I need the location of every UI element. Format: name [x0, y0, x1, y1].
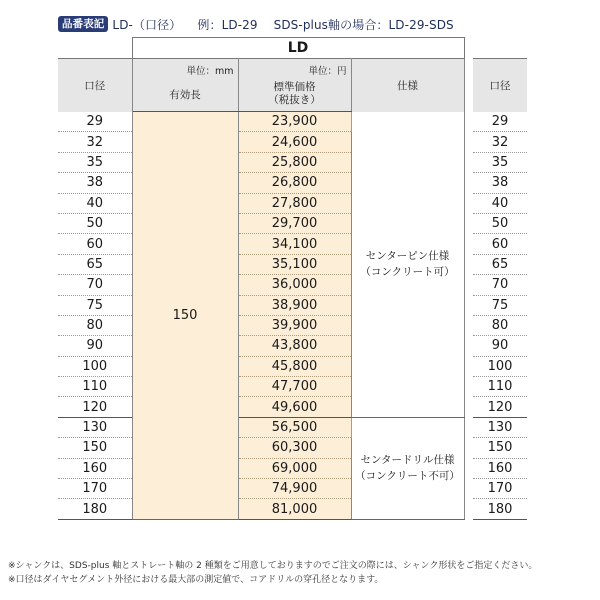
diameter-cell: 80: [58, 315, 132, 335]
diameter-cell-right: 180: [473, 499, 527, 519]
diameter-cell-right: 120: [473, 397, 527, 417]
spec-center-pin: センターピン仕様 （コンクリート可）: [351, 112, 464, 418]
unit-mm: 単位：mm: [132, 59, 238, 78]
header-spec: 仕様: [351, 59, 464, 112]
diameter-cell: 70: [58, 275, 132, 295]
table-row: [58, 417, 527, 437]
group-title-ld: LD: [132, 38, 464, 59]
unit-yen: 単位：円: [238, 59, 351, 78]
header-diameter-right: 口径: [473, 59, 527, 112]
price-cell: 29,700: [238, 213, 351, 233]
diameter-cell: 160: [58, 458, 132, 478]
diameter-cell: 180: [58, 499, 132, 519]
sds-code-example: SDS-plus軸の場合：LD-29-SDS: [273, 17, 454, 32]
price-cell: 26,800: [238, 173, 351, 193]
footnote-shank: ※シャンクは、SDS-plus 軸とストレート軸の 2 種類をご用意しておりますのでご注文の際には、シャンク形状をご指定ください。: [8, 561, 538, 571]
price-cell: 45,800: [238, 356, 351, 376]
price-cell: 74,900: [238, 479, 351, 499]
footnote-diameter: ※口径はダイヤセグメント外径における最大部の測定値で、コアドリルの穿孔径となります。: [8, 575, 384, 585]
diameter-cell-right: 29: [473, 112, 527, 132]
diameter-cell-right: 90: [473, 336, 527, 356]
diameter-cell: 150: [58, 438, 132, 458]
price-cell: 47,700: [238, 377, 351, 397]
diameter-cell-right: 160: [473, 458, 527, 478]
price-cell: 36,000: [238, 275, 351, 295]
price-cell: 23,900: [238, 112, 351, 132]
diameter-cell: 40: [58, 193, 132, 213]
price-cell: 60,300: [238, 438, 351, 458]
diameter-cell-right: 50: [473, 213, 527, 233]
diameter-cell-right: 130: [473, 417, 527, 437]
diameter-cell-right: 80: [473, 315, 527, 335]
diameter-cell: 35: [58, 152, 132, 172]
diameter-cell: 65: [58, 254, 132, 274]
diameter-cell-right: 65: [473, 254, 527, 274]
diameter-cell-right: 150: [473, 438, 527, 458]
diameter-cell: 75: [58, 295, 132, 315]
part-number-notation: [58, 16, 454, 32]
price-cell: 56,500: [238, 417, 351, 437]
header-standard-price: 標準価格 （税抜き）: [238, 78, 351, 112]
price-cell: 27,800: [238, 193, 351, 213]
price-cell: 69,000: [238, 458, 351, 478]
diameter-cell-right: 100: [473, 356, 527, 376]
diameter-cell-right: 75: [473, 295, 527, 315]
header-effective-length: 有効長: [132, 78, 238, 112]
diameter-cell-right: 32: [473, 132, 527, 152]
price-cell: 81,000: [238, 499, 351, 519]
diameter-cell: 60: [58, 234, 132, 254]
spec-center-drill: センタードリル仕様 （コンクリート不可）: [351, 417, 464, 519]
header-diameter: 口径: [58, 59, 132, 112]
diameter-cell-right: 170: [473, 479, 527, 499]
diameter-cell: 130: [58, 417, 132, 437]
price-cell: 35,100: [238, 254, 351, 274]
part-code-format: LD-（口径）: [112, 17, 182, 32]
diameter-cell: 38: [58, 173, 132, 193]
diameter-cell: 50: [58, 213, 132, 233]
diameter-cell-right: 35: [473, 152, 527, 172]
diameter-cell-right: 40: [473, 193, 527, 213]
price-table: [58, 37, 527, 520]
diameter-cell: 100: [58, 356, 132, 376]
diameter-cell-right: 60: [473, 234, 527, 254]
diameter-cell: 29: [58, 112, 132, 132]
price-cell: 38,900: [238, 295, 351, 315]
part-code-example: 例：LD-29: [197, 17, 258, 32]
effective-length-cell: 150: [132, 112, 238, 520]
diameter-cell: 90: [58, 336, 132, 356]
diameter-cell: 110: [58, 377, 132, 397]
price-cell: 34,100: [238, 234, 351, 254]
diameter-cell-right: 38: [473, 173, 527, 193]
diameter-cell-right: 110: [473, 377, 527, 397]
diameter-cell: 120: [58, 397, 132, 417]
price-cell: 24,600: [238, 132, 351, 152]
diameter-cell-right: 70: [473, 275, 527, 295]
diameter-cell: 170: [58, 479, 132, 499]
table-row: [58, 112, 527, 132]
diameter-cell: 32: [58, 132, 132, 152]
price-cell: 39,900: [238, 315, 351, 335]
notation-badge: 品番表記: [58, 16, 108, 32]
price-cell: 43,800: [238, 336, 351, 356]
price-cell: 25,800: [238, 152, 351, 172]
price-cell: 49,600: [238, 397, 351, 417]
